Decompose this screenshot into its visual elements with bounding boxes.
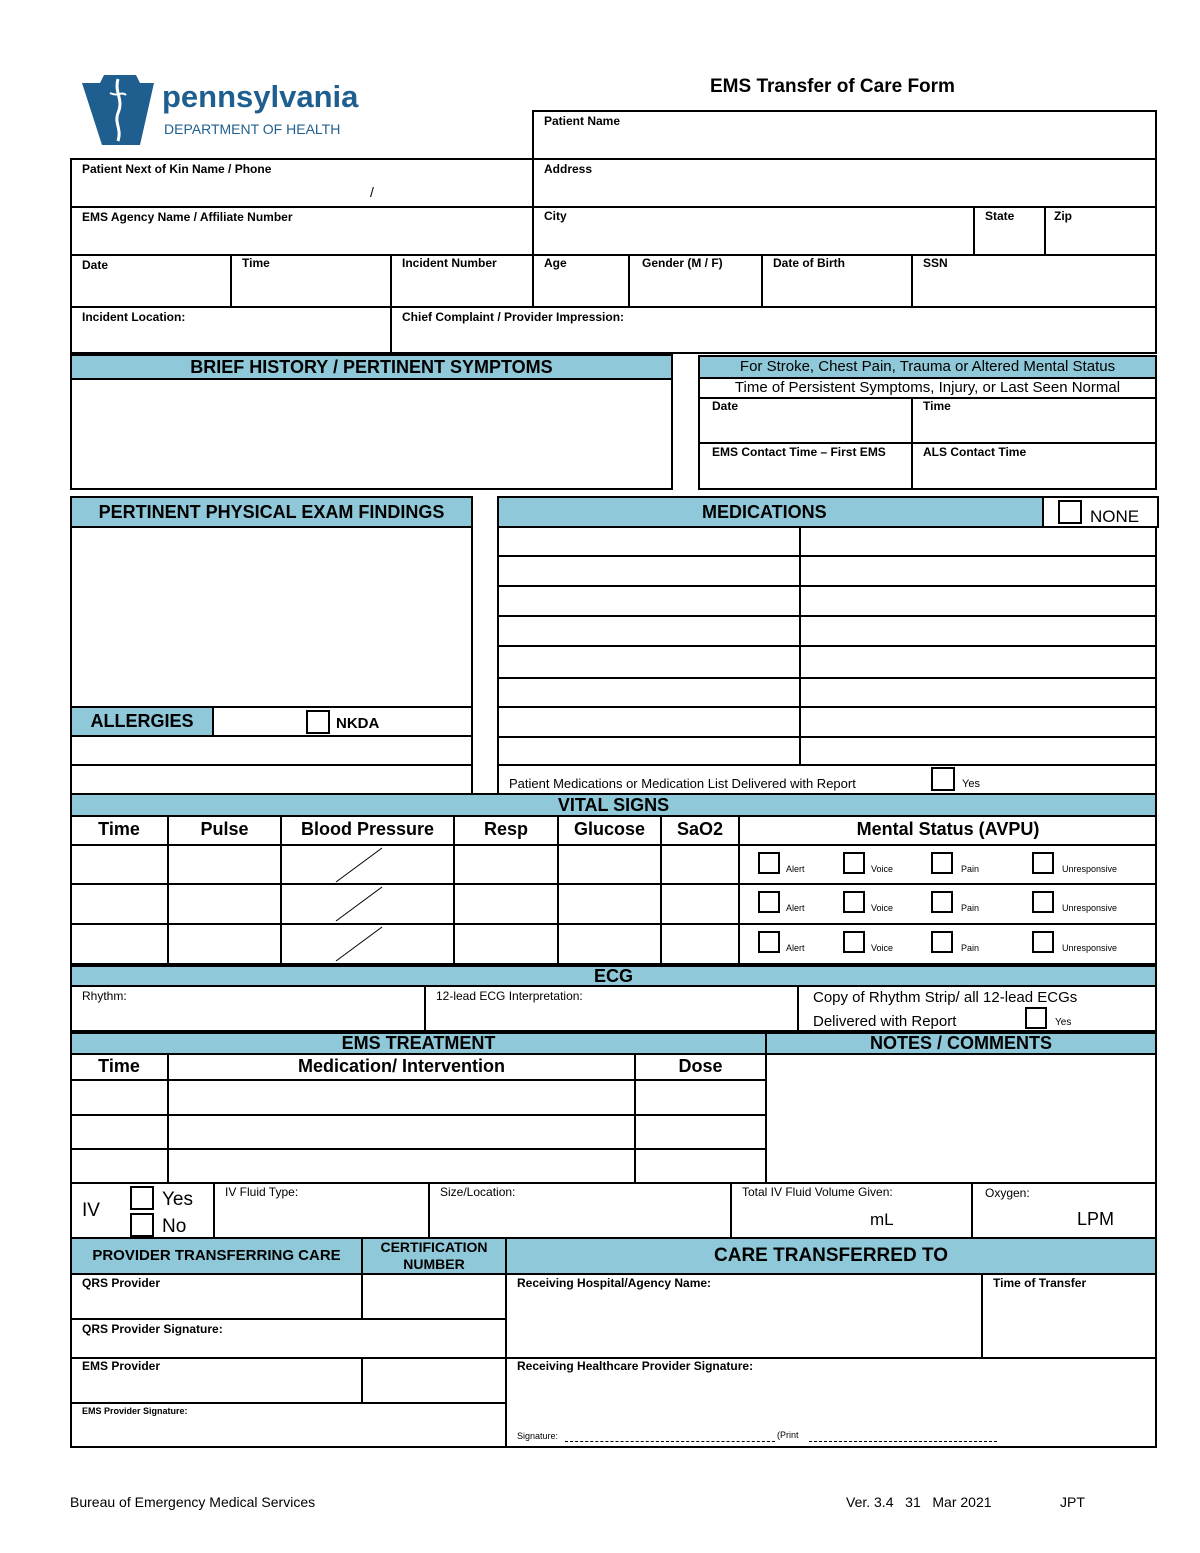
- treatment-col-dose: Dose: [678, 1056, 723, 1076]
- iv-size-label: Size/Location:: [440, 1185, 516, 1199]
- oxygen-field[interactable]: [971, 1182, 1157, 1239]
- avpu-voice-checkbox[interactable]: [843, 931, 865, 953]
- incident-number-label: Incident Number: [402, 256, 497, 270]
- iv-size-field[interactable]: [428, 1182, 732, 1239]
- ems-cert-field[interactable]: [361, 1357, 507, 1404]
- stroke-time-field[interactable]: [911, 397, 1157, 444]
- next-of-kin-field[interactable]: [70, 158, 534, 208]
- allergies-line-2[interactable]: [70, 764, 473, 795]
- avpu-voice-label: Voice: [871, 943, 894, 953]
- ssn-label: SSN: [923, 256, 948, 270]
- avpu-pain-label: Pain: [961, 864, 980, 874]
- ems-contact-field[interactable]: [698, 442, 913, 490]
- signature-line-label: Signature:: [517, 1431, 559, 1441]
- bp-slash-2: [330, 885, 390, 923]
- avpu-unresponsive-checkbox[interactable]: [1032, 852, 1054, 874]
- signature-line: [565, 1441, 775, 1442]
- bp-slash-3: [330, 925, 390, 963]
- vitals-col-sao2: SaO2: [676, 819, 724, 839]
- avpu-unresponsive-label: Unresponsive: [1062, 903, 1118, 913]
- kin-slash: /: [370, 184, 374, 200]
- time-label: Time: [242, 256, 270, 270]
- allergies-line-1[interactable]: [70, 735, 473, 766]
- incident-location-field[interactable]: [70, 306, 392, 354]
- avpu-row-1: [740, 846, 1156, 883]
- rhythm-label: Rhythm:: [82, 989, 127, 1003]
- qrs-cert-field[interactable]: [361, 1273, 507, 1320]
- zip-field[interactable]: [1044, 206, 1157, 256]
- avpu-row-3: [740, 925, 1156, 962]
- city-field[interactable]: [532, 206, 975, 256]
- certification-header: [361, 1237, 507, 1275]
- avpu-alert-label: Alert: [786, 864, 805, 874]
- vitals-col-avpu: Mental Status (AVPU): [856, 819, 1040, 839]
- iv-yes-checkbox[interactable]: [130, 1186, 154, 1210]
- city-label: City: [544, 209, 567, 223]
- avpu-voice-checkbox[interactable]: [843, 852, 865, 874]
- als-contact-label: ALS Contact Time: [923, 445, 1027, 459]
- stroke-subheader-text: Time of Persistent Symptoms, Injury, or Last Seen Normal: [734, 379, 1121, 396]
- incident-location-label: Incident Location:: [82, 310, 186, 324]
- exam-field[interactable]: [70, 526, 473, 708]
- qrs-signature-label: QRS Provider Signature:: [82, 1322, 223, 1336]
- avpu-alert-checkbox[interactable]: [758, 931, 780, 953]
- vitals-header: VITAL SIGNS: [70, 793, 1157, 817]
- avpu-pain-label: Pain: [961, 903, 980, 913]
- meds-none-checkbox[interactable]: [1058, 500, 1082, 524]
- meds-delivered-row: [497, 764, 1157, 795]
- receiving-signature-label: Receiving Healthcare Provider Signature:: [517, 1359, 754, 1373]
- certification-header-line-1: CERTIFICATION: [380, 1239, 488, 1255]
- footer-version: Ver. 3.4 31 Mar 2021: [846, 1494, 992, 1510]
- vitals-col-bp: Blood Pressure: [300, 819, 435, 839]
- iv-no-checkbox[interactable]: [130, 1213, 154, 1237]
- notes-header: NOTES / COMMENTS: [765, 1032, 1157, 1055]
- logo-department: DEPARTMENT OF HEALTH: [164, 121, 341, 137]
- avpu-pain-checkbox[interactable]: [931, 852, 953, 874]
- history-header: BRIEF HISTORY / PERTINENT SYMPTOMS: [70, 354, 673, 380]
- ecg-copy-area: [797, 985, 1157, 1032]
- avpu-pain-label: Pain: [961, 943, 980, 953]
- dob-field[interactable]: [761, 254, 913, 308]
- medications-header-text: MEDICATIONS: [702, 502, 827, 522]
- iv-volume-field[interactable]: [730, 1182, 973, 1239]
- meds-delivered-checkbox[interactable]: [931, 767, 955, 791]
- qrs-provider-field[interactable]: [70, 1273, 363, 1320]
- meds-delivered-label: Patient Medications or Medication List Delivered with Report: [509, 776, 856, 791]
- ems-contact-label: EMS Contact Time – First EMS: [712, 445, 886, 459]
- ecg-header: ECG: [70, 965, 1157, 987]
- exam-header: PERTINENT PHYSICAL EXAM FINDINGS: [70, 496, 473, 528]
- agency-field[interactable]: [70, 206, 534, 256]
- stroke-date-label: Date: [712, 399, 739, 413]
- stroke-time-label: Time: [923, 399, 951, 413]
- chief-complaint-label: Chief Complaint / Provider Impression:: [402, 310, 625, 324]
- gender-field[interactable]: [628, 254, 763, 308]
- avpu-alert-label: Alert: [786, 943, 805, 953]
- avpu-unresponsive-checkbox[interactable]: [1032, 891, 1054, 913]
- bp-slash-1: [330, 846, 390, 884]
- avpu-alert-checkbox[interactable]: [758, 891, 780, 913]
- treatment-header: EMS TREATMENT: [70, 1032, 767, 1055]
- receiving-signature-field[interactable]: [505, 1357, 1157, 1448]
- medications-header: [497, 496, 1157, 528]
- meds-delivered-yes: Yes: [962, 778, 980, 790]
- qrs-provider-label: QRS Provider: [82, 1276, 161, 1290]
- time-field[interactable]: [230, 254, 392, 308]
- iv-volume-unit: mL: [870, 1210, 894, 1229]
- iv-yes-label: Yes: [162, 1189, 193, 1210]
- state-field[interactable]: [973, 206, 1046, 256]
- agency-label: EMS Agency Name / Affiliate Number: [82, 210, 293, 224]
- nkda-area: [212, 706, 473, 737]
- keystone-icon: [80, 73, 160, 148]
- oxygen-unit: LPM: [1077, 1209, 1115, 1229]
- qrs-signature-field[interactable]: [70, 1318, 507, 1359]
- ems-signature-label: EMS Provider Signature:: [82, 1406, 188, 1416]
- print-line-label: (Print: [777, 1430, 799, 1440]
- notes-field[interactable]: [765, 1053, 1157, 1184]
- ems-signature-field[interactable]: [70, 1402, 507, 1448]
- avpu-pain-checkbox[interactable]: [931, 891, 953, 913]
- treatment-col-med: Medication/ Intervention: [297, 1056, 506, 1076]
- print-line: [809, 1441, 997, 1442]
- meds-none-label: NONE: [1090, 507, 1140, 526]
- ecg-interp-label: 12-lead ECG Interpretation:: [436, 989, 583, 1003]
- dob-label: Date of Birth: [773, 256, 845, 270]
- meds-none-box: [1042, 496, 1159, 528]
- rhythm-field[interactable]: [70, 985, 426, 1032]
- avpu-unresponsive-checkbox[interactable]: [1032, 931, 1054, 953]
- stroke-date-field[interactable]: [698, 397, 913, 444]
- ems-provider-label: EMS Provider: [82, 1359, 161, 1373]
- ecg-interp-field[interactable]: [424, 985, 799, 1032]
- iv-area: [70, 1182, 215, 1239]
- date-label: Date: [82, 258, 109, 272]
- iv-label: IV: [82, 1200, 100, 1221]
- incident-number-field[interactable]: [390, 254, 534, 308]
- ecg-copy-checkbox[interactable]: [1025, 1007, 1047, 1029]
- ecg-copy-label-1: Copy of Rhythm Strip/ all 12-lead ECGs: [813, 989, 1078, 1006]
- ecg-copy-label-2: Delivered with Report: [813, 1013, 957, 1030]
- date-field[interactable]: [70, 254, 232, 308]
- iv-fluid-label: IV Fluid Type:: [225, 1185, 299, 1199]
- pa-logo: [80, 73, 380, 148]
- iv-volume-label: Total IV Fluid Volume Given:: [742, 1185, 893, 1199]
- care-transferred-header: CARE TRANSFERRED TO: [505, 1237, 1157, 1275]
- receiving-hospital-field[interactable]: [505, 1273, 983, 1359]
- age-field[interactable]: [532, 254, 630, 308]
- treatment-col-time: Time: [98, 1056, 140, 1076]
- receiving-hospital-label: Receiving Hospital/Agency Name:: [517, 1276, 712, 1290]
- footer-initials: JPT: [1060, 1494, 1085, 1510]
- oxygen-label: Oxygen:: [985, 1186, 1030, 1200]
- transfer-time-field[interactable]: [981, 1273, 1157, 1359]
- certification-header-line-2: NUMBER: [403, 1256, 465, 1272]
- als-contact-field[interactable]: [911, 442, 1157, 490]
- logo-state-name: pennsylvania: [162, 79, 359, 114]
- avpu-voice-checkbox[interactable]: [843, 891, 865, 913]
- patient-name-label: Patient Name: [544, 114, 621, 128]
- patient-name-field[interactable]: [532, 110, 1157, 160]
- avpu-row-2: [740, 885, 1156, 922]
- iv-no-label: No: [162, 1216, 187, 1237]
- form-title: EMS Transfer of Care Form: [710, 76, 955, 97]
- age-label: Age: [544, 256, 567, 270]
- avpu-alert-checkbox[interactable]: [758, 852, 780, 874]
- allergies-header: ALLERGIES: [70, 706, 214, 737]
- zip-label: Zip: [1054, 209, 1072, 223]
- ems-provider-field[interactable]: [70, 1357, 363, 1404]
- vitals-col-time: Time: [98, 819, 140, 839]
- vitals-col-resp: Resp: [483, 819, 528, 839]
- transfer-time-label: Time of Transfer: [993, 1276, 1087, 1290]
- chief-complaint-field[interactable]: [390, 306, 1157, 354]
- vitals-col-pulse: Pulse: [200, 819, 249, 839]
- avpu-alert-label: Alert: [786, 903, 805, 913]
- ssn-field[interactable]: [911, 254, 1157, 308]
- vitals-col-glucose: Glucose: [573, 819, 646, 839]
- next-of-kin-label: Patient Next of Kin Name / Phone: [82, 162, 272, 176]
- nkda-label: NKDA: [336, 715, 380, 732]
- state-label: State: [985, 209, 1015, 223]
- ecg-copy-yes: Yes: [1055, 1017, 1072, 1028]
- provider-header: PROVIDER TRANSFERRING CARE: [70, 1237, 363, 1275]
- avpu-voice-label: Voice: [871, 903, 894, 913]
- history-field[interactable]: [70, 378, 673, 490]
- avpu-unresponsive-label: Unresponsive: [1062, 943, 1118, 953]
- nkda-checkbox[interactable]: [306, 710, 330, 734]
- stroke-subheader: [698, 377, 1157, 399]
- address-label: Address: [544, 162, 593, 176]
- iv-fluid-field[interactable]: [213, 1182, 430, 1239]
- avpu-voice-label: Voice: [871, 864, 894, 874]
- footer-bureau: Bureau of Emergency Medical Services: [70, 1494, 316, 1510]
- avpu-unresponsive-label: Unresponsive: [1062, 864, 1118, 874]
- avpu-pain-checkbox[interactable]: [931, 931, 953, 953]
- address-field[interactable]: [532, 158, 1157, 208]
- stroke-header: For Stroke, Chest Pain, Trauma or Altered Mental Status: [698, 355, 1157, 379]
- gender-label: Gender (M / F): [642, 256, 723, 270]
